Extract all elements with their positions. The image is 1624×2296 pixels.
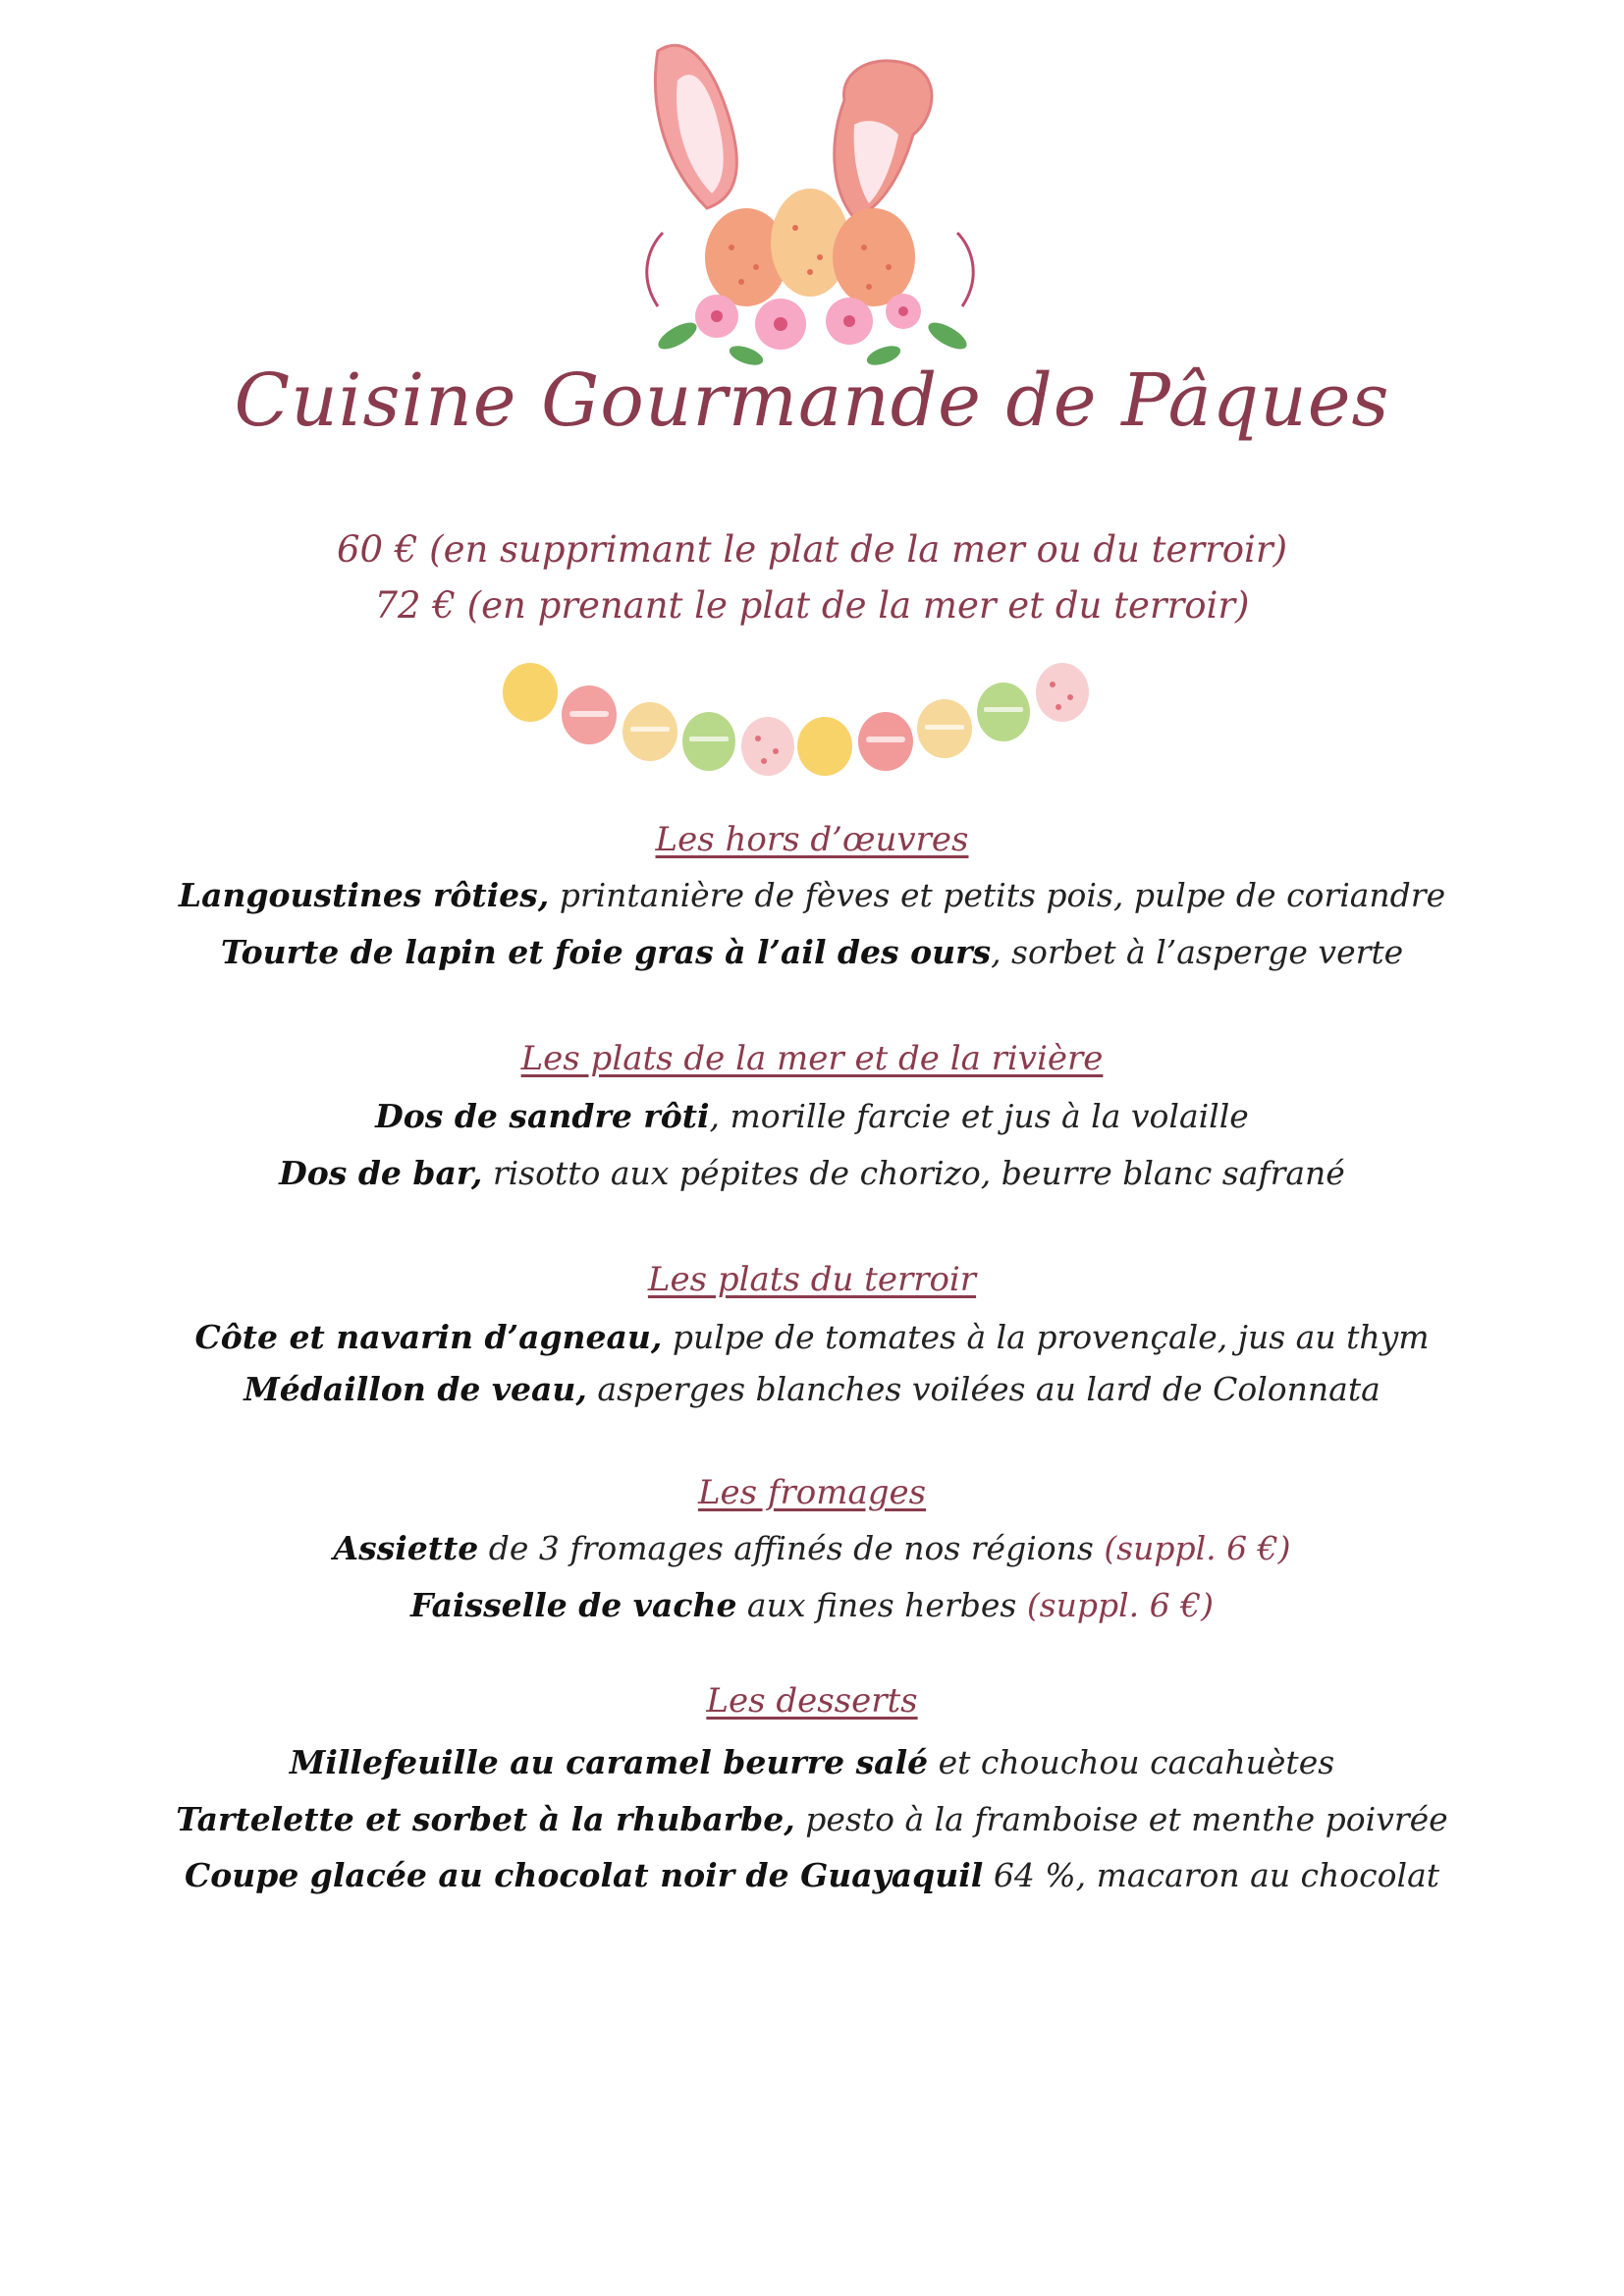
item-name: Tartelette et sorbet à la rhubarbe, <box>176 1800 795 1838</box>
item-name: Médaillon de veau, <box>244 1370 587 1408</box>
menu-item <box>0 876 1624 914</box>
menu-item <box>0 1743 1624 1781</box>
item-name: Dos de sandre rôti <box>375 1097 710 1135</box>
item-desc: 64 %, macaron au chocolat <box>983 1856 1440 1894</box>
item-desc: , morille farcie et jus à la volaille <box>709 1097 1249 1135</box>
item-desc: printanière de fèves et petits pois, pulpe de coriandre <box>549 876 1446 914</box>
supplement-price: (suppl. 6 €) <box>1104 1529 1291 1567</box>
menu-title: Cuisine Gourmande de Pâques <box>234 358 1390 443</box>
item-desc: aux fines herbes <box>736 1586 1027 1624</box>
section-title-mer: Les plats de la mer et de la rivière <box>520 1039 1104 1078</box>
item-name: Langoustines rôties, <box>178 876 550 914</box>
menu-item <box>0 1586 1624 1624</box>
item-name: Côte et navarin d’agneau, <box>194 1318 663 1356</box>
menu-item <box>0 1097 1624 1135</box>
item-name: Faisselle de vache <box>409 1586 737 1624</box>
menu-item <box>0 933 1624 971</box>
item-desc: pesto à la framboise et menthe poivrée <box>794 1800 1448 1838</box>
menu-item <box>0 1154 1624 1192</box>
supplement-price: (suppl. 6 €) <box>1026 1586 1215 1624</box>
item-name: Dos de bar, <box>279 1154 483 1192</box>
section-title-desserts: Les desserts <box>706 1681 918 1721</box>
section-title-terroir: Les plats du terroir <box>647 1260 977 1299</box>
item-desc: , sorbet à l’asperge verte <box>991 933 1404 971</box>
menu-item <box>0 1856 1624 1894</box>
price-option-60: 60 € (en supprimant le plat de la mer ou du terroir) <box>336 528 1288 571</box>
item-desc: pulpe de tomates à la provençale, jus au thym <box>662 1318 1430 1356</box>
section-title-fromages: Les fromages <box>697 1473 927 1512</box>
section-title-hors-oeuvres: Les hors d’œuvres <box>655 820 969 859</box>
item-desc: et chouchou cacahuètes <box>928 1743 1335 1781</box>
item-desc: de 3 fromages affinés de nos régions <box>478 1529 1105 1567</box>
item-name: Assiette <box>333 1529 479 1567</box>
menu-item <box>0 1370 1624 1408</box>
item-name: Coupe glacée au chocolat noir de Guayaquil <box>184 1856 984 1894</box>
easter-bunny-icon <box>619 12 1011 380</box>
item-desc: asperges blanches voilées au lard de Colonnata <box>586 1370 1380 1408</box>
egg-garland-icon <box>491 648 1100 786</box>
price-option-72: 72 € (en prenant le plat de la mer et du terroir) <box>374 584 1250 627</box>
menu-item <box>0 1529 1624 1567</box>
item-name: Tourte de lapin et foie gras à l’ail des ours <box>220 933 992 971</box>
menu-item <box>0 1800 1624 1838</box>
item-desc: risotto aux pépites de chorizo, beurre blanc safrané <box>482 1154 1345 1192</box>
item-name: Millefeuille au caramel beurre salé <box>289 1743 929 1781</box>
menu-item <box>0 1318 1624 1356</box>
